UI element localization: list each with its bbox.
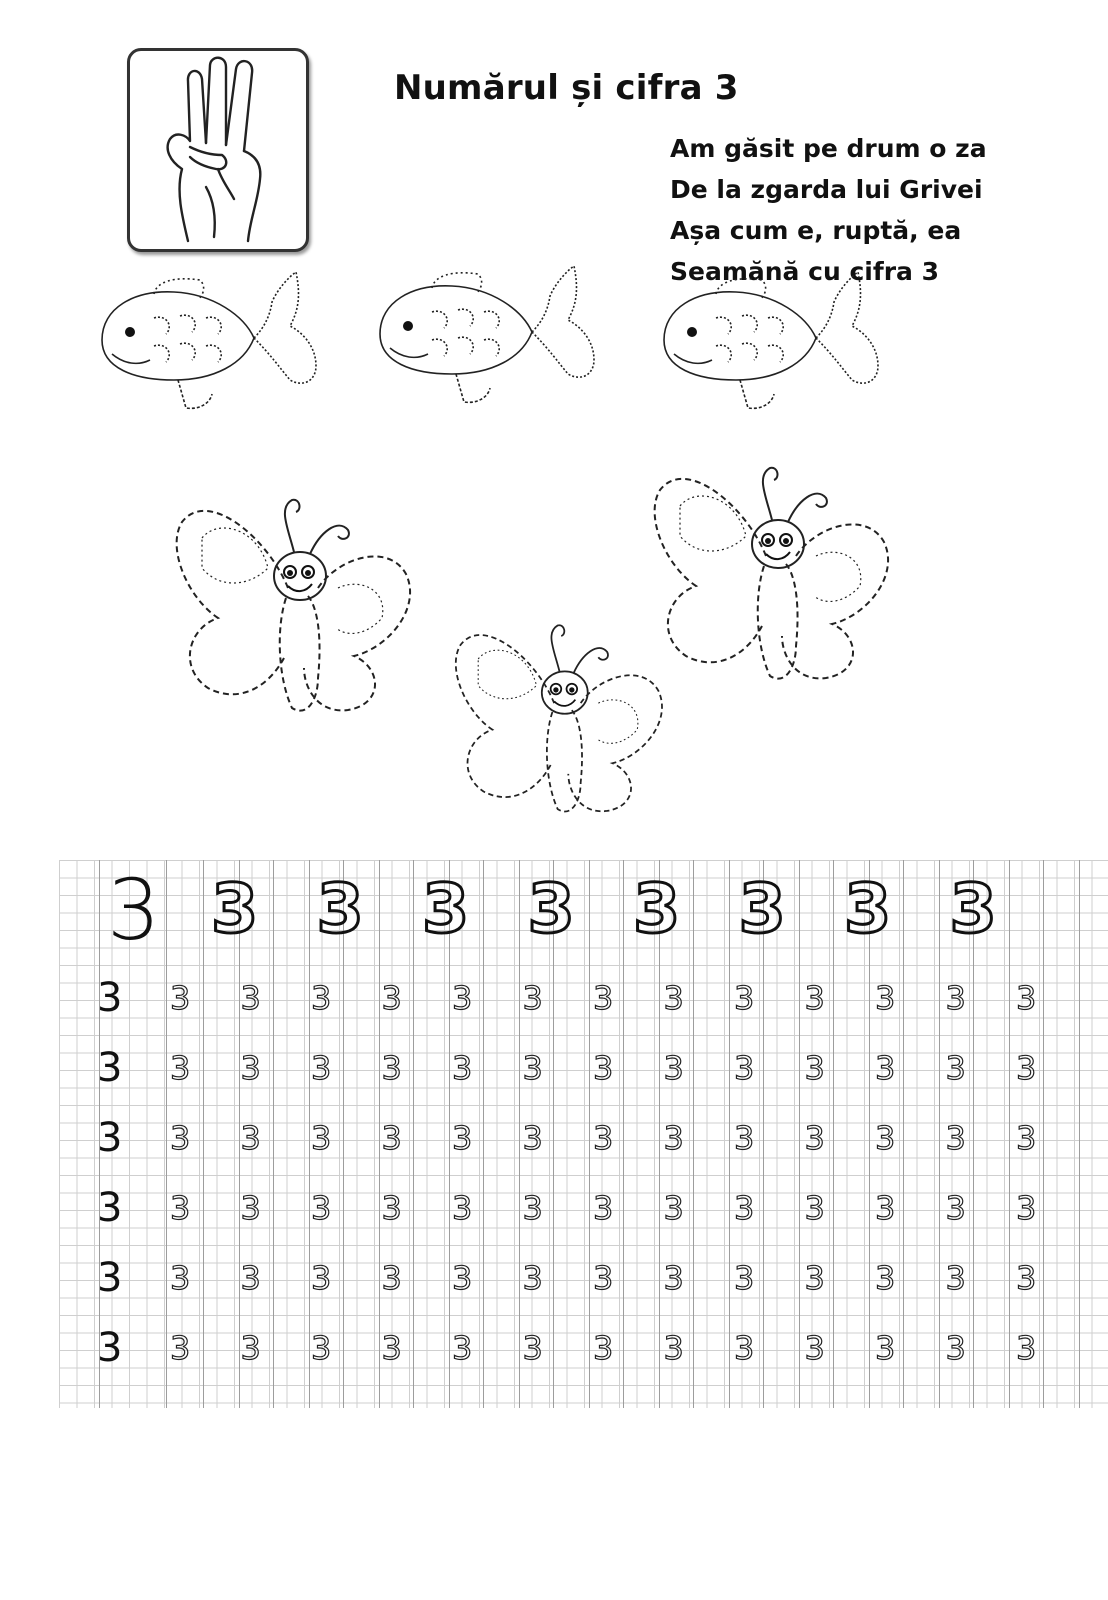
page-title: Numărul și cifra 3 — [394, 68, 739, 108]
trace-digit-small: 3 — [804, 1189, 825, 1227]
row-model-digit: 3 — [97, 1185, 123, 1231]
trace-digit-small: 3 — [593, 1189, 614, 1227]
trace-digit-small: 3 — [945, 1189, 966, 1227]
trace-digit-small: 3 — [311, 1259, 332, 1297]
grid-column-line — [903, 860, 904, 1408]
trace-digit-large: 3 — [738, 870, 786, 949]
trace-digit-small: 3 — [452, 1329, 473, 1367]
trace-digit-small: 3 — [170, 1329, 191, 1367]
trace-digit-small: 3 — [804, 1259, 825, 1297]
trace-digit-large: 3 — [844, 870, 892, 949]
trace-digit-small: 3 — [734, 1259, 755, 1297]
grid-column-line — [623, 860, 624, 1408]
trace-digit-large: 3 — [211, 870, 259, 949]
grid-column-line — [1079, 860, 1080, 1408]
trace-digit-small: 3 — [240, 1189, 261, 1227]
trace-digit-small: 3 — [663, 1329, 684, 1367]
trace-digit-small: 3 — [452, 1259, 473, 1297]
trace-digit-small: 3 — [170, 1049, 191, 1087]
fish-drawing — [372, 262, 598, 412]
trace-digit-small: 3 — [804, 1329, 825, 1367]
trace-digit-small: 3 — [875, 1189, 896, 1227]
trace-digit-small: 3 — [734, 1119, 755, 1157]
trace-digit-large: 3 — [316, 870, 364, 949]
trace-digit-small: 3 — [663, 1259, 684, 1297]
trace-digit-small: 3 — [522, 1119, 543, 1157]
grid-column-line — [203, 860, 204, 1408]
trace-digit-small: 3 — [170, 1259, 191, 1297]
trace-digit-small: 3 — [663, 1049, 684, 1087]
trace-digit-small: 3 — [522, 979, 543, 1017]
grid-column-line — [379, 860, 380, 1408]
trace-digit-small: 3 — [734, 979, 755, 1017]
trace-digit-small: 3 — [1016, 1049, 1037, 1087]
trace-digit-small: 3 — [663, 979, 684, 1017]
trace-digit-small: 3 — [311, 979, 332, 1017]
trace-digit-small: 3 — [593, 1259, 614, 1297]
trace-digit-small: 3 — [311, 1119, 332, 1157]
trace-digit-small: 3 — [240, 1049, 261, 1087]
trace-digit-small: 3 — [804, 979, 825, 1017]
trace-digit-small: 3 — [734, 1329, 755, 1367]
trace-digit-large: 3 — [527, 870, 575, 949]
trace-digit-small: 3 — [593, 1049, 614, 1087]
trace-digit-small: 3 — [522, 1329, 543, 1367]
trace-digit-small: 3 — [663, 1119, 684, 1157]
grid-column-line — [939, 860, 940, 1408]
trace-digit-small: 3 — [875, 1259, 896, 1297]
trace-digit-small: 3 — [804, 1119, 825, 1157]
trace-digit-small: 3 — [240, 1329, 261, 1367]
poem-line: Am găsit pe drum o za — [670, 134, 987, 163]
trace-digit-small: 3 — [522, 1049, 543, 1087]
trace-digit-small: 3 — [311, 1329, 332, 1367]
fish-drawing — [94, 268, 320, 418]
trace-digit-small: 3 — [593, 979, 614, 1017]
trace-digit-small: 3 — [734, 1049, 755, 1087]
trace-digit-small: 3 — [945, 979, 966, 1017]
trace-digit-small: 3 — [945, 1049, 966, 1087]
trace-digit-large: 3 — [949, 870, 997, 949]
trace-digit-small: 3 — [381, 1329, 402, 1367]
row-model-digit: 3 — [97, 1255, 123, 1301]
row-model-digit: 3 — [97, 1325, 123, 1371]
row-model-digit: 3 — [97, 1045, 123, 1091]
poem-line: Seamănă cu cifra 3 — [670, 257, 940, 286]
trace-digit-small: 3 — [240, 1119, 261, 1157]
trace-digit-small: 3 — [240, 979, 261, 1017]
trace-digit-small: 3 — [593, 1329, 614, 1367]
grid-column-line — [799, 860, 800, 1408]
trace-digit-small: 3 — [170, 1189, 191, 1227]
trace-digit-small: 3 — [663, 1189, 684, 1227]
butterfly-drawing — [168, 478, 428, 718]
trace-digit-small: 3 — [381, 1259, 402, 1297]
trace-digit-small: 3 — [311, 1049, 332, 1087]
trace-digit-small: 3 — [240, 1259, 261, 1297]
model-digit: 3 — [107, 861, 161, 959]
poem-line: De la zgarda lui Grivei — [670, 175, 983, 204]
hand-three-fingers-card — [127, 48, 309, 252]
trace-digit-small: 3 — [170, 1119, 191, 1157]
grid-column-line — [729, 860, 730, 1408]
grid-column-line — [1043, 860, 1044, 1408]
trace-digit-small: 3 — [452, 1119, 473, 1157]
trace-digit-small: 3 — [452, 1049, 473, 1087]
fish-drawing — [656, 268, 882, 418]
trace-digit-small: 3 — [1016, 1259, 1037, 1297]
trace-digit-small: 3 — [381, 1119, 402, 1157]
grid-column-line — [833, 860, 834, 1408]
trace-digit-small: 3 — [170, 979, 191, 1017]
trace-digit-small: 3 — [381, 1189, 402, 1227]
grid-column-line — [273, 860, 274, 1408]
grid-column-line — [413, 860, 414, 1408]
trace-digit-small: 3 — [875, 1049, 896, 1087]
trace-digit-small: 3 — [945, 1259, 966, 1297]
writing-practice-grid — [59, 860, 1108, 1408]
grid-column-line — [166, 860, 167, 1408]
grid-column-line — [693, 860, 694, 1408]
grid-column-line — [1009, 860, 1010, 1408]
trace-digit-small: 3 — [875, 1119, 896, 1157]
trace-digit-small: 3 — [522, 1259, 543, 1297]
trace-digit-small: 3 — [734, 1189, 755, 1227]
trace-digit-small: 3 — [875, 1329, 896, 1367]
trace-digit-small: 3 — [945, 1119, 966, 1157]
trace-digit-large: 3 — [633, 870, 681, 949]
poem-line: Așa cum e, ruptă, ea — [670, 216, 962, 245]
trace-digit-small: 3 — [1016, 1119, 1037, 1157]
trace-digit-small: 3 — [1016, 979, 1037, 1017]
trace-digit-small: 3 — [522, 1189, 543, 1227]
trace-digit-small: 3 — [381, 979, 402, 1017]
trace-digit-small: 3 — [593, 1119, 614, 1157]
trace-digit-small: 3 — [875, 979, 896, 1017]
trace-digit-small: 3 — [945, 1329, 966, 1367]
trace-digit-small: 3 — [452, 1189, 473, 1227]
butterfly-drawing — [646, 446, 906, 686]
hand-three-fingers-icon — [130, 51, 306, 249]
trace-digit-small: 3 — [804, 1049, 825, 1087]
grid-column-line — [589, 860, 590, 1408]
grid-column-line — [483, 860, 484, 1408]
trace-digit-small: 3 — [1016, 1329, 1037, 1367]
trace-digit-large: 3 — [422, 870, 470, 949]
trace-digit-small: 3 — [381, 1049, 402, 1087]
trace-digit-small: 3 — [1016, 1189, 1037, 1227]
butterfly-drawing — [448, 606, 678, 818]
grid-column-line — [519, 860, 520, 1408]
row-model-digit: 3 — [97, 1115, 123, 1161]
grid-column-line — [309, 860, 310, 1408]
trace-digit-small: 3 — [311, 1189, 332, 1227]
trace-digit-small: 3 — [452, 979, 473, 1017]
row-model-digit: 3 — [97, 975, 123, 1021]
